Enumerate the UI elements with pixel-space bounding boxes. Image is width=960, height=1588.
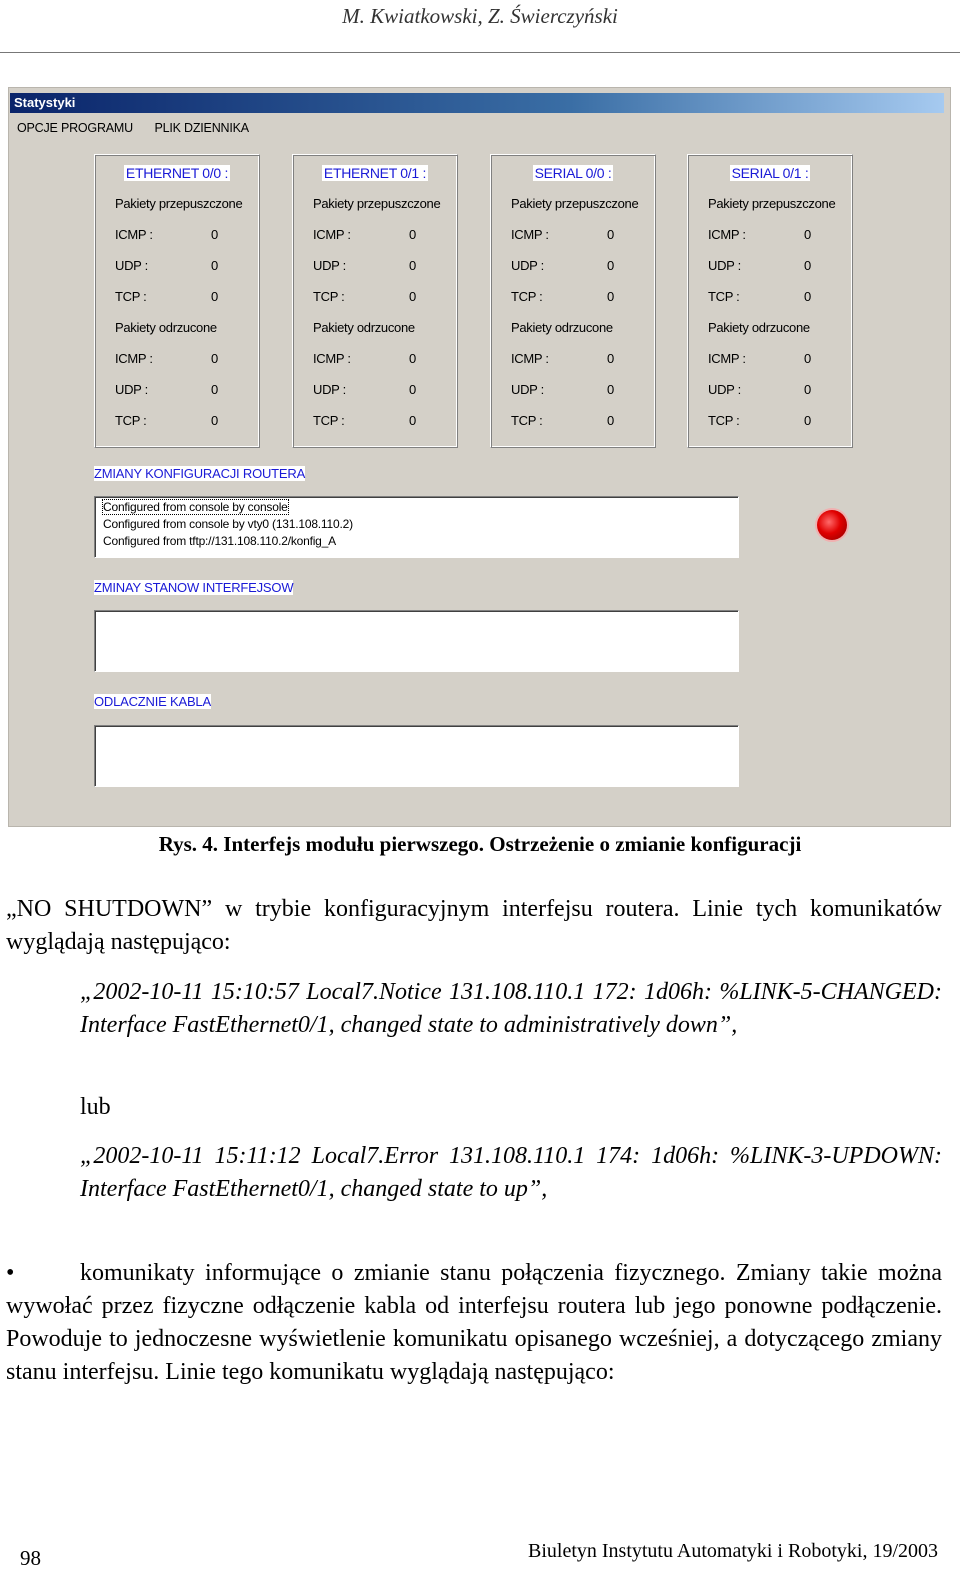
config-change-line[interactable]: Configured from console by vty0 (131.108.110.2) — [103, 517, 353, 531]
passed-udp-value: 0 — [409, 258, 416, 273]
config-change-line[interactable]: Configured from console by console — [103, 500, 288, 514]
journal-name: Biuletyn Instytutu Automatyki i Robotyki, 19/2003 — [527, 1540, 938, 1562]
passed-icmp-label: ICMP : — [511, 227, 549, 242]
cable-disconnect-label: ODLACZNIE KABLA — [94, 694, 211, 709]
dropped-udp-value: 0 — [607, 382, 614, 397]
dropped-udp-value: 0 — [804, 382, 811, 397]
interface-state-changes-list[interactable] — [94, 610, 739, 672]
config-change-line[interactable]: Configured from tftp://131.108.110.2/konfig_A — [103, 534, 336, 548]
interface-panel-ethernet-0-1 — [292, 154, 458, 448]
passed-tcp-label: TCP : — [511, 289, 543, 304]
passed-udp-value: 0 — [804, 258, 811, 273]
statistics-window — [8, 87, 951, 827]
dropped-udp-label: UDP : — [511, 382, 544, 397]
passed-tcp-label: TCP : — [708, 289, 740, 304]
dropped-udp-value: 0 — [211, 382, 218, 397]
passed-udp-label: UDP : — [115, 258, 148, 273]
passed-packets-heading: Pakiety przepuszczone — [511, 196, 639, 211]
figure-caption: Rys. 4. Interfejs modułu pierwszego. Ostrzeżenie o zmianie konfiguracji — [158, 832, 802, 856]
paragraph-2: komunikaty informujące o zmianie stanu połączenia fizycznego. Zmiany takie można wywołać przez fizyczne odłączenie kabla od interfejsu routera lub jego ponowne podłączenie. Powoduje to jednoczesne wyświetlenie komunikatu opisanego wcześniej, a dotyczącego zmiany stanu interfejsu. Linie tego komunikatu wyglądają następująco: — [6, 1260, 942, 1385]
config-changes-label: ZMIANY KONFIGURACJI ROUTERA — [94, 466, 306, 481]
interface-panel-ethernet-0-0 — [94, 154, 260, 448]
dropped-packets-heading: Pakiety odrzucone — [708, 320, 810, 335]
interface-title: SERIAL 0/1 : — [731, 165, 809, 181]
dropped-udp-label: UDP : — [313, 382, 346, 397]
dropped-tcp-value: 0 — [607, 413, 614, 428]
dropped-tcp-value: 0 — [409, 413, 416, 428]
dropped-icmp-label: ICMP : — [511, 351, 549, 366]
interface-title: ETHERNET 0/1 : — [323, 165, 427, 181]
dropped-tcp-label: TCP : — [708, 413, 740, 428]
bullet-marker: • — [6, 1260, 15, 1286]
passed-tcp-value: 0 — [409, 289, 416, 304]
passed-packets-heading: Pakiety przepuszczone — [115, 196, 243, 211]
page-number: 98 — [20, 1546, 41, 1570]
menu-bar — [17, 121, 267, 139]
passed-icmp-label: ICMP : — [313, 227, 351, 242]
dropped-icmp-label: ICMP : — [115, 351, 153, 366]
dropped-tcp-value: 0 — [804, 413, 811, 428]
passed-udp-value: 0 — [607, 258, 614, 273]
connector-lub: lub — [80, 1094, 111, 1120]
passed-icmp-label: ICMP : — [708, 227, 746, 242]
dropped-icmp-label: ICMP : — [313, 351, 351, 366]
passed-udp-label: UDP : — [511, 258, 544, 273]
log-example-1: „2002-10-11 15:10:57 Local7.Notice 131.108.110.1 172: 1d06h: %LINK-5-CHANGED: Interface FastEthernet0/1, changed state to administratively down”, — [80, 979, 942, 1038]
menu-log-file[interactable]: PLIK DZIENNIKA — [154, 121, 249, 135]
dropped-icmp-value: 0 — [804, 351, 811, 366]
passed-packets-heading: Pakiety przepuszczone — [708, 196, 836, 211]
paragraph-1: „NO SHUTDOWN” w trybie konfiguracyjnym interfejsu routera. Linie tych komunikatów wyglądają następująco: — [6, 896, 942, 955]
header-rule — [0, 52, 960, 53]
passed-icmp-label: ICMP : — [115, 227, 153, 242]
passed-tcp-value: 0 — [607, 289, 614, 304]
passed-icmp-value: 0 — [211, 227, 218, 242]
dropped-icmp-value: 0 — [607, 351, 614, 366]
log-example-2: „2002-10-11 15:11:12 Local7.Error 131.108.110.1 174: 1d06h: %LINK-3-UPDOWN: Interface FastEthernet0/1, changed state to up”, — [80, 1143, 942, 1202]
passed-tcp-value: 0 — [211, 289, 218, 304]
passed-icmp-value: 0 — [804, 227, 811, 242]
menu-program-options[interactable]: OPCJE PROGRAMU — [17, 121, 133, 135]
dropped-tcp-value: 0 — [211, 413, 218, 428]
passed-udp-value: 0 — [211, 258, 218, 273]
interface-title: ETHERNET 0/0 : — [125, 165, 229, 181]
running-header: M. Kwiatkowski, Z. Świerczyński — [342, 4, 618, 28]
config-changes-list[interactable] — [94, 496, 739, 558]
dropped-packets-heading: Pakiety odrzucone — [313, 320, 415, 335]
interface-state-changes-label: ZMINAY STANOW INTERFEJSOW — [94, 580, 294, 595]
cable-disconnect-list[interactable] — [94, 725, 739, 787]
dropped-tcp-label: TCP : — [115, 413, 147, 428]
passed-icmp-value: 0 — [409, 227, 416, 242]
interface-panel-serial-0-0 — [490, 154, 656, 448]
dropped-tcp-label: TCP : — [511, 413, 543, 428]
passed-udp-label: UDP : — [313, 258, 346, 273]
passed-packets-heading: Pakiety przepuszczone — [313, 196, 441, 211]
passed-tcp-label: TCP : — [313, 289, 345, 304]
dropped-udp-value: 0 — [409, 382, 416, 397]
dropped-udp-label: UDP : — [115, 382, 148, 397]
passed-icmp-value: 0 — [607, 227, 614, 242]
interface-panel-serial-0-1 — [687, 154, 853, 448]
dropped-packets-heading: Pakiety odrzucone — [115, 320, 217, 335]
passed-udp-label: UDP : — [708, 258, 741, 273]
interface-title: SERIAL 0/0 : — [534, 165, 612, 181]
dropped-icmp-value: 0 — [409, 351, 416, 366]
dropped-udp-label: UDP : — [708, 382, 741, 397]
passed-tcp-value: 0 — [804, 289, 811, 304]
dropped-icmp-label: ICMP : — [708, 351, 746, 366]
dropped-tcp-label: TCP : — [313, 413, 345, 428]
passed-tcp-label: TCP : — [115, 289, 147, 304]
dropped-icmp-value: 0 — [211, 351, 218, 366]
window-title: Statystyki — [10, 93, 944, 113]
dropped-packets-heading: Pakiety odrzucone — [511, 320, 613, 335]
alert-led-indicator — [817, 510, 847, 540]
